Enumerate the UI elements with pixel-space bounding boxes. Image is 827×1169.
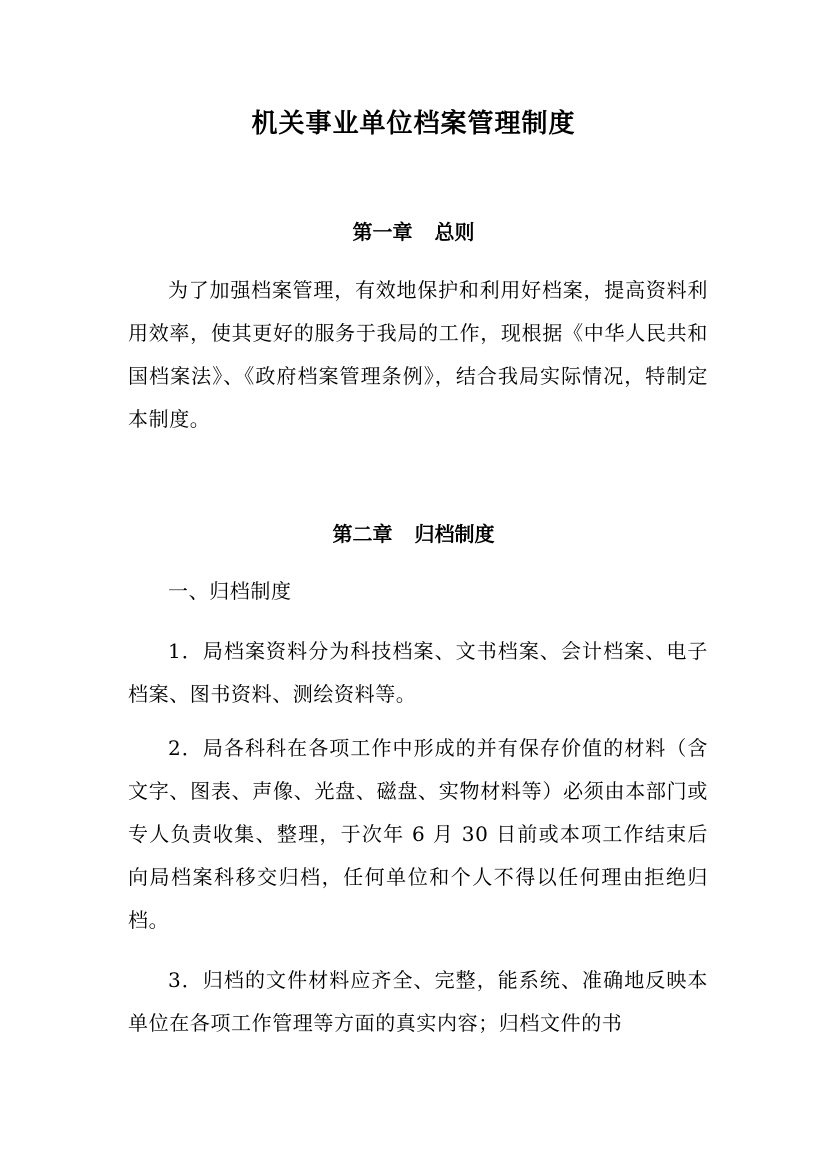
chapter-2-name: 归档制度	[414, 522, 495, 546]
chapter-1-number: 第一章	[352, 220, 413, 244]
chapter-1-heading	[0, 216, 827, 248]
chapter-1-name: 总则	[434, 220, 475, 244]
item-2-paragraph: 2．局各科科在各项工作中形成的并有保存价值的材料（含文字、图表、声像、光盘、磁盘、实物材料等）必须由本部门或专人负责收集、整理，于次年 6 月 30 日前或本项工作结束后向局档案科移交归档，任何单位和个人不得以任何理由拒绝归档。	[128, 736, 708, 932]
chapter-1-paragraph: 为了加强档案管理，有效地保护和利用好档案，提高资料利用效率，使其更好的服务于我局的工作，现根据《中华人民共和国档案法》、《政府档案管理条例》，结合我局实际情况，特制定本制度。	[128, 278, 708, 431]
chapter-2-number: 第二章	[332, 522, 393, 546]
section-1-heading: 一、归档制度	[168, 579, 292, 603]
item-3-paragraph: 3．归档的文件材料应齐全、完整，能系统、准确地反映本单位在各项工作管理等方面的真实内容；归档文件的书	[128, 968, 708, 1035]
chapter-2-heading	[0, 518, 827, 550]
item-1-paragraph: 1．局档案资料分为科技档案、文书档案、会计档案、电子档案、图书资料、测绘资料等。	[128, 639, 708, 706]
document-title: 机关事业单位档案管理制度	[251, 109, 576, 139]
